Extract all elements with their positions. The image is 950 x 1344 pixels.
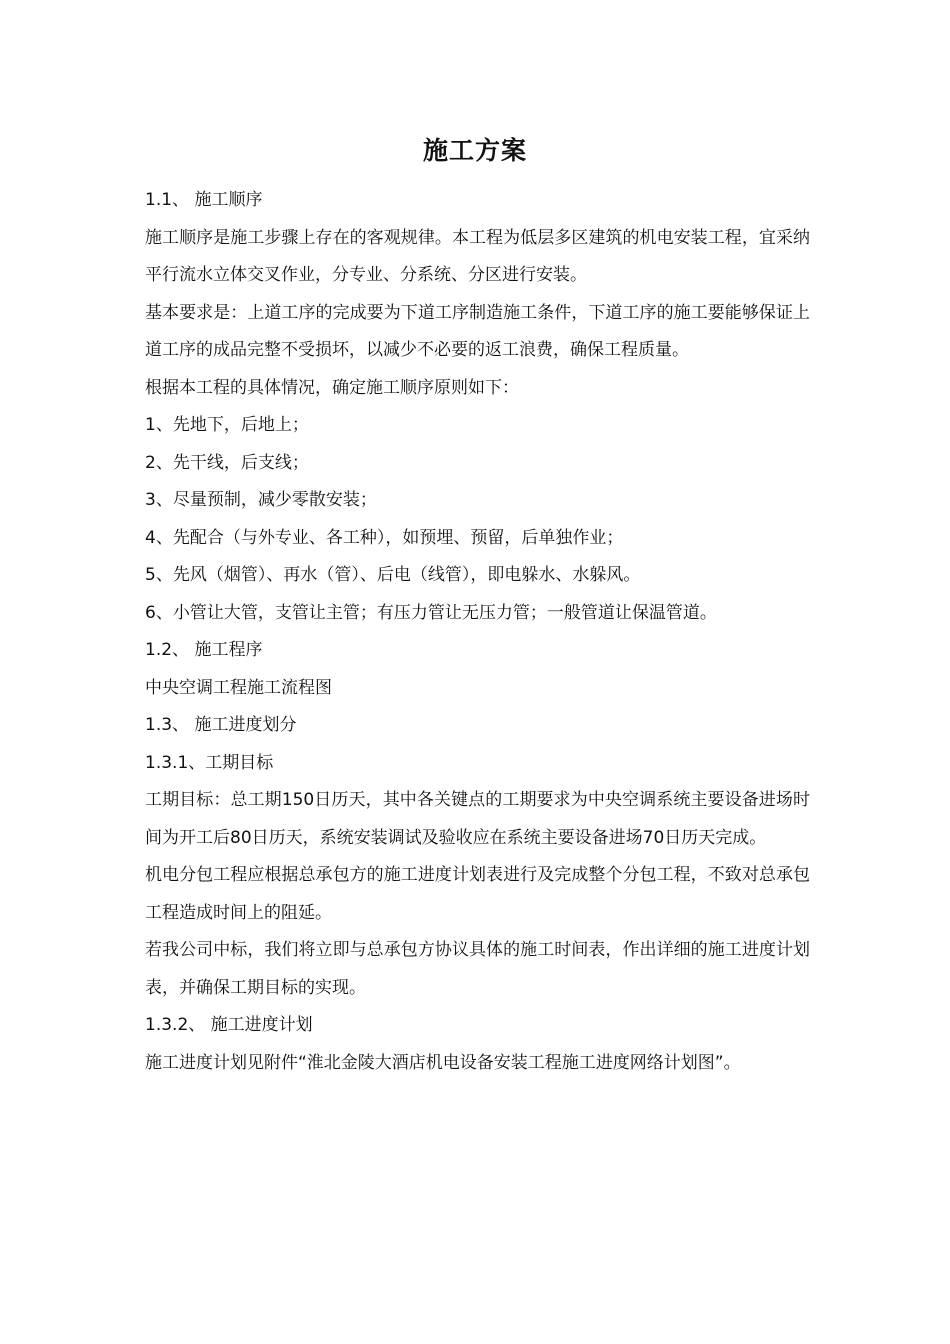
list-item: 2、先干线，后支线； xyxy=(145,452,309,473)
paragraph: 工期目标：总工期150日历天，其中各关键点的工期要求为中央空调系统主要设备进场时间为开工后80日历天，系统安装调试及验收应在系统主要设备进场70日历天完成。 xyxy=(145,790,810,848)
list-item: 5、先风（烟管）、再水（管）、后电（线管），即电躲水、水躲风。 xyxy=(145,565,641,585)
section-heading-1-3-2: 1.3.2、 施工进度计划 xyxy=(145,1015,313,1035)
page-title: 施工方案 xyxy=(422,136,527,165)
list-item: 3、尽量预制，减少零散安装； xyxy=(145,490,377,510)
section-heading-1-1: 1.1、 施工顺序 xyxy=(145,190,263,210)
section-heading-1-3-1: 1.3.1、工期目标 xyxy=(145,752,274,773)
section-heading-1-3: 1.3、 施工进度划分 xyxy=(145,715,297,735)
paragraph: 若我公司中标，我们将立即与总承包方协议具体的施工时间表，作出详细的施工进度计划表，并确保工期目标的实现。 xyxy=(145,940,810,998)
paragraph: 施工顺序是施工步骤上存在的客观规律。本工程为低层多区建筑的机电安装工程，宜采纳平行流水立体交叉作业，分专业、分系统、分区进行安装。 xyxy=(145,227,810,285)
section-heading-1-2: 1.2、 施工程序 xyxy=(145,640,263,660)
list-item: 4、先配合（与外专业、各工种），如预埋、预留，后单独作业； xyxy=(145,527,624,548)
paragraph: 根据本工程的具体情况，确定施工顺序原则如下： xyxy=(145,377,519,398)
document-body xyxy=(145,182,810,1082)
list-item: 6、小管让大管，支管让主管；有压力管让无压力管；一般管道让保温管道。 xyxy=(145,602,717,623)
paragraph: 施工进度计划见附件“淮北金陵大酒店机电设备安装工程施工进度网络计划图”。 xyxy=(145,1052,741,1073)
paragraph: 机电分包工程应根据总承包方的施工进度计划表进行及完成整个分包工程，不致对总承包工程造成时间上的阻延。 xyxy=(145,865,810,923)
paragraph: 中央空调工程施工流程图 xyxy=(145,677,332,698)
paragraph: 基本要求是：上道工序的完成要为下道工序制造施工条件，下道工序的施工要能够保证上道工序的成品完整不受损坏，以减少不必要的返工浪费，确保工程质量。 xyxy=(145,302,810,360)
list-item: 1、先地下，后地上； xyxy=(145,415,309,435)
